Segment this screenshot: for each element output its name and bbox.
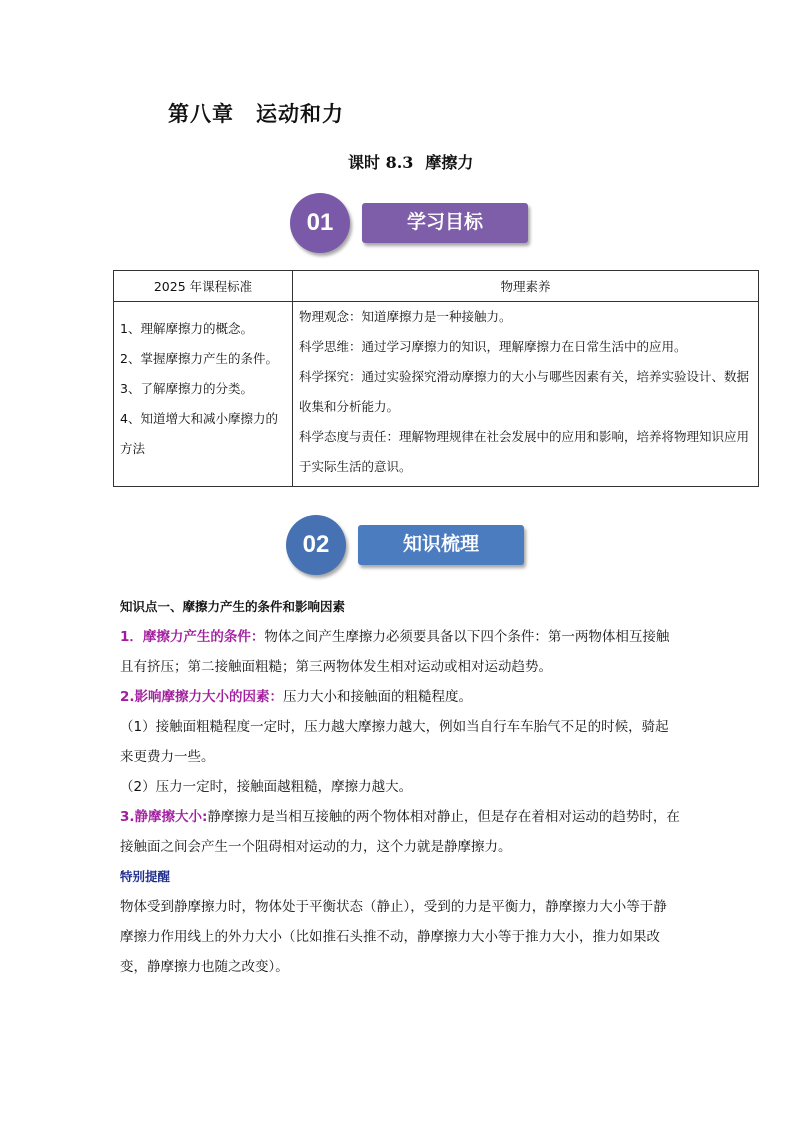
chapter-number: 第八章	[168, 101, 234, 126]
table-header-row	[114, 271, 759, 302]
item-label: 1．摩擦力产生的条件：	[120, 629, 265, 645]
knowledge-point-title: 知识点一、摩擦力产生的条件和影响因素	[120, 599, 346, 614]
item-text: 静摩擦力是当相互接触的两个物体相对静止，但是存在着相对运动的趋势时，在接触面之间会产生一个阻碍相对运动的力，这个力就是静摩擦力。	[120, 809, 680, 855]
list-item: 科学态度与责任：理解物理规律在社会发展中的应用和影响，培养将物理知识应用于实际生活的意识。	[299, 429, 750, 474]
paragraph	[120, 682, 680, 712]
paragraph	[120, 622, 680, 682]
section-title-banner: 知识梳理	[358, 525, 524, 565]
lesson-title	[348, 150, 473, 173]
paragraph: （2）压力一定时，接触面越粗糙，摩擦力越大。	[120, 779, 413, 795]
literacy-cell	[293, 302, 759, 487]
section-number-badge: 01	[290, 193, 350, 253]
goals-table	[113, 270, 759, 487]
list-item: 科学探究：通过实验探究滑动摩擦力的大小与哪些因素有关，培养实验设计、数据收集和分析能力。	[299, 369, 750, 414]
item-label: 2.影响摩擦力大小的因素：	[120, 689, 284, 705]
lesson-number: 课时 8.3	[348, 153, 414, 172]
column-header-literacy: 物理素养	[293, 271, 759, 302]
list-item: 4、知道增大和减小摩擦力的方法	[120, 411, 278, 456]
list-item: 3、了解摩擦力的分类。	[120, 381, 253, 396]
note-title: 特别提醒	[120, 869, 171, 884]
lesson-name: 摩擦力	[425, 153, 474, 172]
list-item: 物理观念：知道摩擦力是一种接触力。	[299, 309, 512, 324]
column-header-standards: 2025 年课程标准	[114, 271, 293, 302]
list-item: 2、掌握摩擦力产生的条件。	[120, 351, 278, 366]
list-item: 1、理解摩擦力的概念。	[120, 321, 253, 336]
list-item: 科学思维：通过学习摩擦力的知识，理解摩擦力在日常生活中的应用。	[299, 339, 687, 354]
chapter-name: 运动和力	[256, 101, 344, 126]
chapter-title	[168, 98, 344, 128]
item-text: 压力大小和接触面的粗糙程度。	[283, 689, 473, 705]
section-number-badge: 02	[286, 515, 346, 575]
item-label: 3.静摩擦大小:	[120, 809, 208, 825]
paragraph: （1）接触面粗糙程度一定时，压力越大摩擦力越大，例如当自行车车胎气不足的时候，骑起来更费力一些。	[120, 719, 669, 765]
note-text: 物体受到静摩擦力时，物体处于平衡状态（静止），受到的力是平衡力，静摩擦力大小等于静摩擦力作用线上的外力大小（比如推石头推不动，静摩擦力大小等于推力大小，推力如果改变，静摩擦力也随之改变）。	[120, 899, 667, 975]
item-text: 物体之间产生摩擦力必须要具备以下四个条件：第一两物体相互接触且有挤压；第二接触面粗糙；第三两物体发生相对运动或相对运动趋势。	[120, 629, 670, 675]
section-title-banner: 学习目标	[362, 203, 528, 243]
knowledge-content	[120, 592, 680, 982]
table-row	[114, 302, 759, 487]
paragraph	[120, 802, 680, 862]
standards-cell	[114, 302, 293, 487]
